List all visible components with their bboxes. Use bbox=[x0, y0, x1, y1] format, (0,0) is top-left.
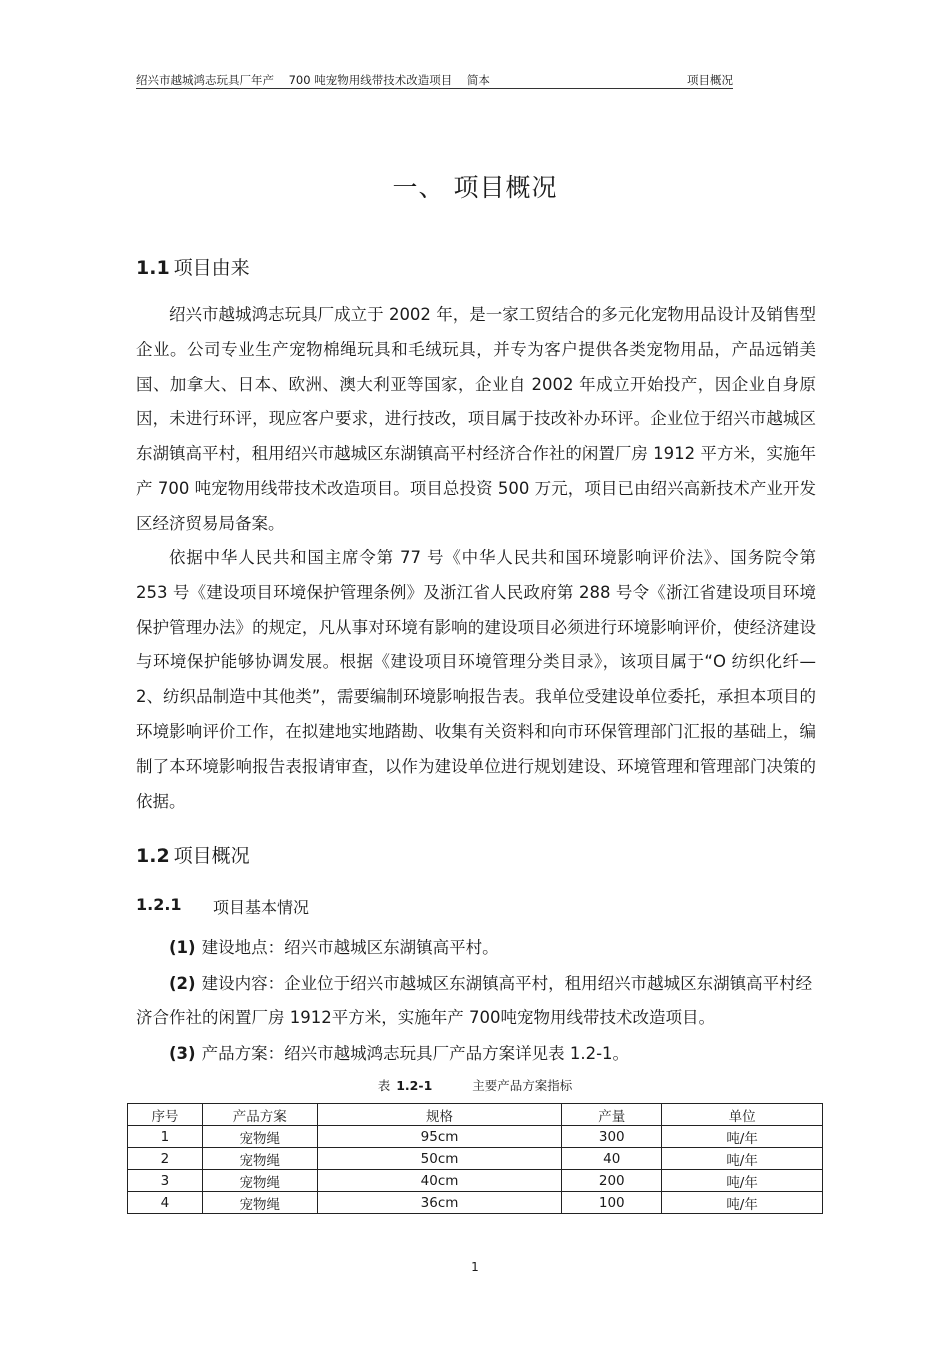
list-item bbox=[136, 931, 816, 965]
table-caption bbox=[0, 1076, 950, 1094]
list-item bbox=[136, 1037, 816, 1071]
header-cell: 序号 bbox=[128, 1104, 203, 1126]
header-doc-title: 绍兴市越城鸿志玩具厂年产 700 吨宠物用线带技术改造项目 简本 bbox=[136, 73, 490, 87]
table-cell: 50cm bbox=[317, 1148, 562, 1170]
header-cell: 规格 bbox=[317, 1104, 562, 1126]
section-1-2-1-heading bbox=[136, 895, 310, 917]
table-cell: 宠物绳 bbox=[202, 1148, 317, 1170]
header-section-name: 项目概况 bbox=[687, 73, 733, 87]
section-1-1-heading bbox=[136, 253, 250, 280]
table-cell: 2 bbox=[128, 1148, 203, 1170]
table-cell: 200 bbox=[562, 1170, 662, 1192]
caption-number: 1.2-1 bbox=[396, 1078, 433, 1093]
section-title: 项目概况 bbox=[173, 845, 250, 867]
section-1-2-heading bbox=[136, 841, 250, 868]
table-cell: 3 bbox=[128, 1170, 203, 1192]
table-row bbox=[128, 1126, 823, 1148]
caption-title: 主要产品方案指标 bbox=[472, 1078, 573, 1093]
item-text: 产品方案：绍兴市越城鸿志玩具厂产品方案详见表 1.2-1。 bbox=[201, 1044, 630, 1063]
table-cell: 吨/年 bbox=[662, 1148, 823, 1170]
table-cell: 宠物绳 bbox=[202, 1126, 317, 1148]
item-number: (2) bbox=[169, 974, 196, 993]
table-header-row bbox=[128, 1104, 823, 1126]
table-cell: 吨/年 bbox=[662, 1126, 823, 1148]
table-cell: 吨/年 bbox=[662, 1170, 823, 1192]
product-table bbox=[127, 1103, 823, 1214]
table-cell: 宠物绳 bbox=[202, 1170, 317, 1192]
table-cell: 36cm bbox=[317, 1192, 562, 1214]
item-number: (1) bbox=[169, 938, 196, 957]
subsection-number: 1.2.1 bbox=[136, 895, 182, 914]
subsection-title: 项目基本情况 bbox=[213, 898, 310, 917]
item-text: 建设地点：绍兴市越城区东湖镇高平村。 bbox=[201, 938, 499, 957]
table-row bbox=[128, 1148, 823, 1170]
paragraph-basis: 依据中华人民共和国主席令第 77 号《中华人民共和国环境影响评价法》、国务院令第 253 号《建设项目环境保护管理条例》及浙江省人民政府第 288 号令《浙江省建设项目环境保护管理办法》的规定，凡从事对环境有影响的建设项目必须进行环境影响评价，使经济建设与环境保护能够协调发展。根据《建设项目环境管理分类目录》，该项目属于“O 纺织化纤—2、纺织品制造中其他类”，需要编制环境影响报告表。我单位受建设单位委托，承担本项目的环境影响评价工作，在拟建地实地踏勘、收集有关资料和向市环保管理部门汇报的基础上，编制了本环境影响报告表报请审查，以作为建设单位进行规划建设、环境管理和管理部门决策的依据。 bbox=[136, 548, 816, 811]
table-row bbox=[128, 1192, 823, 1214]
header-cell: 产量 bbox=[562, 1104, 662, 1126]
table-cell: 100 bbox=[562, 1192, 662, 1214]
item-number: (3) bbox=[169, 1044, 196, 1063]
section-number: 1.2 bbox=[136, 845, 170, 867]
chapter-title: 一、 项目概况 bbox=[392, 173, 558, 202]
table-cell: 300 bbox=[562, 1126, 662, 1148]
table-cell: 1 bbox=[128, 1126, 203, 1148]
page-header bbox=[136, 70, 733, 89]
table-cell: 40 bbox=[562, 1148, 662, 1170]
table-cell: 宠物绳 bbox=[202, 1192, 317, 1214]
section-title: 项目由来 bbox=[173, 257, 250, 279]
paragraph-background: 绍兴市越城鸿志玩具厂成立于 2002 年，是一家工贸结合的多元化宠物用品设计及销售型企业。公司专业生产宠物棉绳玩具和毛绒玩具，并专为客户提供各类宠物用品，产品远销美国、加拿大、日本、欧洲、澳大利亚等国家，企业自 2002 年成立开始投产，因企业自身原因，未进行环评，现应客户要求，进行技改，项目属于技改补办环评。企业位于绍兴市越城区东湖镇高平村，租用绍兴市越城区东湖镇高平村经济合作社的闲置厂房 1912 平方米，实施年产 700 吨宠物用线带技术改造项目。项目总投资 500 万元，项目已由绍兴高新技术产业开发区经济贸易局备案。 bbox=[136, 305, 816, 533]
table-cell: 吨/年 bbox=[662, 1192, 823, 1214]
header-cell: 单位 bbox=[662, 1104, 823, 1126]
table-row bbox=[128, 1170, 823, 1192]
section-number: 1.1 bbox=[136, 257, 170, 279]
table-cell: 4 bbox=[128, 1192, 203, 1214]
item-text: 建设内容：企业位于绍兴市越城区东湖镇高平村，租用绍兴市越城区东湖镇高平村经济合作社的闲置厂房 1912平方米，实施年产 700吨宠物用线带技术改造项目。 bbox=[136, 974, 813, 1027]
page-number: 1 bbox=[471, 1260, 479, 1274]
list-item bbox=[136, 967, 816, 1035]
table-cell: 40cm bbox=[317, 1170, 562, 1192]
caption-prefix: 表 bbox=[377, 1078, 391, 1093]
header-cell: 产品方案 bbox=[202, 1104, 317, 1126]
table-cell: 95cm bbox=[317, 1126, 562, 1148]
